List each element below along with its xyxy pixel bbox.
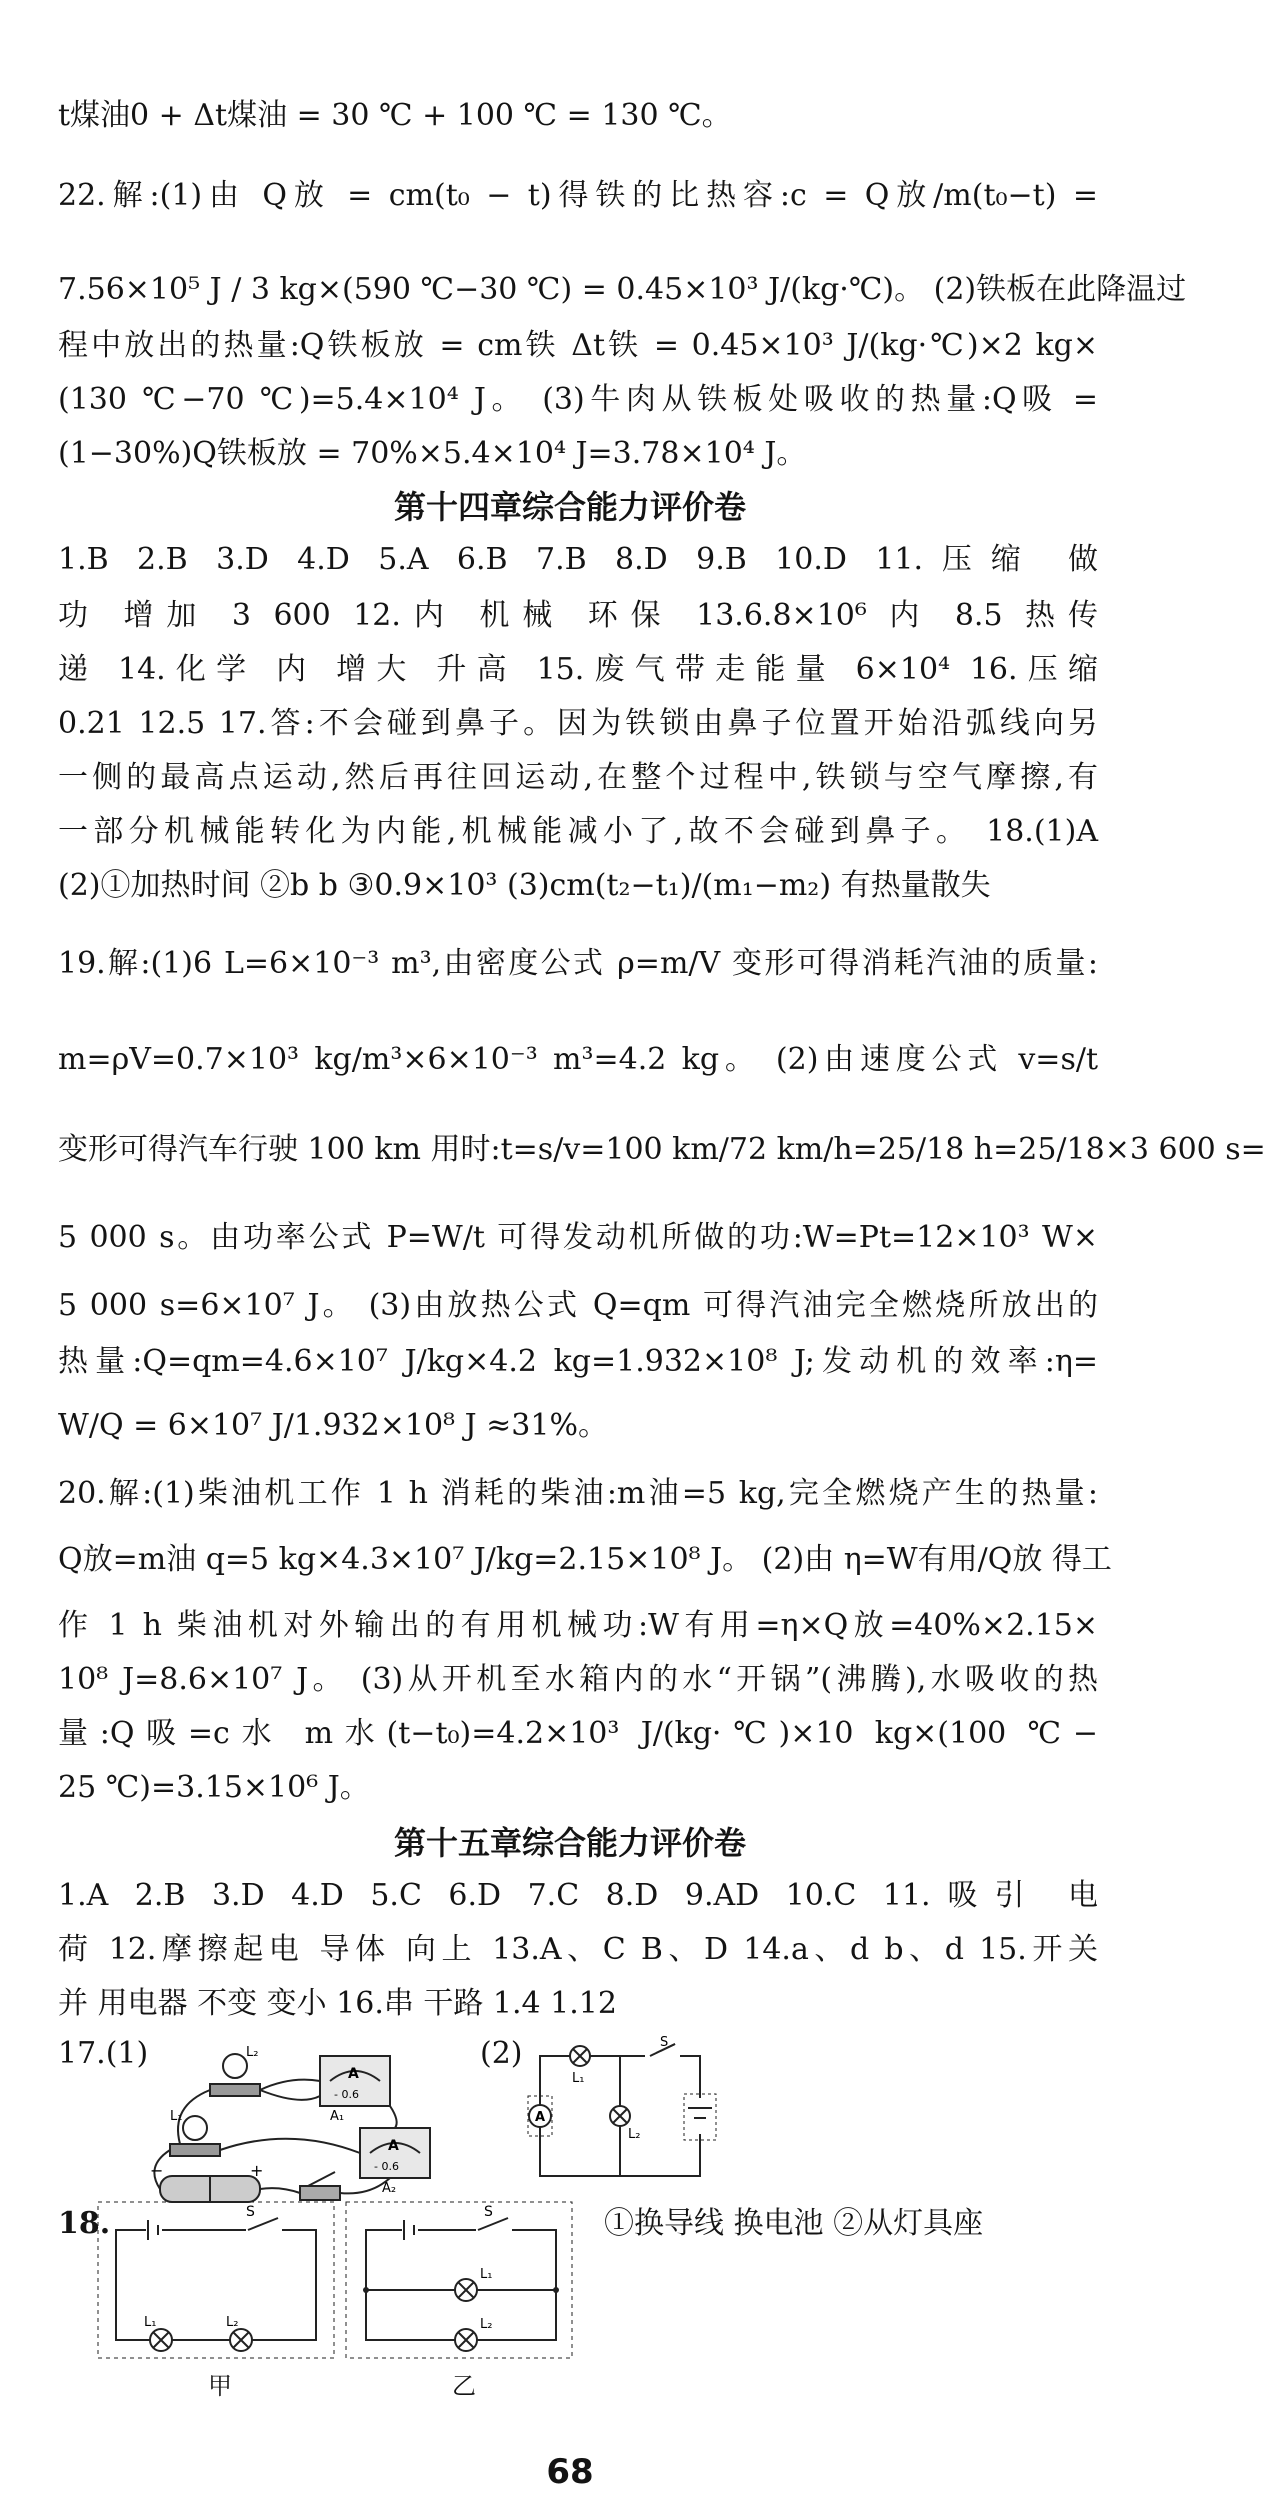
text-line: 19.解:(1)6 L=6×10⁻³ m³,由密度公式 ρ=m/V 变形可得消耗汽油的质量: <box>58 946 1098 981</box>
text-line: 荷 12.摩擦起电 导体 向上 13.A、C B、D 14.a、d b、d 15.开关 <box>58 1932 1098 1967</box>
text-line: 作 1 h 柴油机对外输出的有用机械功:W有用=η×Q放=40%×2.15× <box>58 1608 1098 1643</box>
text-line: 1.B 2.B 3.D 4.D 5.A 6.B 7.B 8.D 9.B 10.D 11.压缩 做 <box>58 542 1098 577</box>
diagram-label: L₁ <box>572 2071 585 2086</box>
text-line: 一部分机械能转化为内能,机械能减小了,故不会碰到鼻子。 18.(1)A <box>58 814 1098 849</box>
diagram-label: S <box>660 2035 669 2050</box>
diagram-caption-jia: 甲 <box>208 2372 232 2400</box>
bulb-icon <box>183 2116 207 2140</box>
text-line: (1−30%)Q铁板放 = 70%×5.4×10⁴ J=3.78×10⁴ J。 <box>58 436 807 471</box>
text-line: 5 000 s=6×10⁷ J。 (3)由放热公式 Q=qm 可得汽油完全燃烧所放出的 <box>58 1288 1098 1323</box>
diagram-label: A <box>535 2110 546 2125</box>
text-line: 热量:Q=qm=4.6×10⁷ J/kg×4.2 kg=1.932×10⁸ J;发动机的效率:η= <box>58 1344 1098 1379</box>
bulb-icon <box>223 2054 247 2078</box>
text-line: 25 ℃)=3.15×10⁶ J。 <box>58 1770 370 1805</box>
text-line: W/Q = 6×10⁷ J/1.932×10⁸ J ≈31%。 <box>58 1408 608 1443</box>
text-line: t煤油0 + Δt煤油 = 30 ℃ + 100 ℃ = 130 ℃。 <box>58 98 732 133</box>
diagram-label: L₁ <box>480 2267 493 2282</box>
switch-icon <box>300 2186 340 2200</box>
text-line: 5 000 s。由功率公式 P=W/t 可得发动机所做的功:W=Pt=12×10³ W× <box>58 1220 1098 1255</box>
lamp-base <box>210 2084 260 2096</box>
text-line: 一侧的最高点运动,然后再往回运动,在整个过程中,铁锁与空气摩擦,有 <box>58 760 1098 795</box>
text-line: 10⁸ J=8.6×10⁷ J。 (3)从开机至水箱内的水“开锅”(沸腾),水吸收的热 <box>58 1662 1098 1697</box>
diagram-label: - 0.6 <box>374 2160 399 2173</box>
text-line: (130 ℃−70 ℃)=5.4×10⁴ J。 (3)牛肉从铁板处吸收的热量:Q吸 = <box>58 382 1098 417</box>
diagram-caption-yi: 乙 <box>452 2372 476 2400</box>
chapter-14-heading: 第十四章综合能力评价卷 <box>393 488 746 526</box>
text-line: 程中放出的热量:Q铁板放 = cm铁 Δt铁 = 0.45×10³ J/(kg·℃)×2 kg× <box>58 328 1098 363</box>
text-line: 1.A 2.B 3.D 4.D 5.C 6.D 7.C 8.D 9.AD 10.C 11.吸引 电 <box>58 1878 1098 1913</box>
diagram-label: L₁ <box>170 2109 183 2124</box>
diagram-label: L₂ <box>226 2315 239 2330</box>
diagram-label: A₂ <box>382 2181 397 2196</box>
q17-circuit-schematic <box>520 2036 720 2186</box>
text-line: 量:Q吸=c水 m水(t−t₀)=4.2×10³ J/(kg·℃)×10 kg×(100 ℃− <box>58 1716 1098 1751</box>
q17-label: 17.(1) <box>58 2036 149 2071</box>
text-line: m=ρV=0.7×10³ kg/m³×6×10⁻³ m³=4.2 kg。 (2)由速度公式 v=s/t <box>58 1042 1098 1077</box>
text-line: 0.21 12.5 17.答:不会碰到鼻子。因为铁锁由鼻子位置开始沿弧线向另 <box>58 706 1098 741</box>
page-number: 68 <box>546 2452 594 2492</box>
diagram-label: - 0.6 <box>334 2088 359 2101</box>
chapter-15-heading: 第十五章综合能力评价卷 <box>393 1824 746 1862</box>
diagram-label: L₁ <box>144 2315 157 2330</box>
diagram-label: A <box>348 2066 359 2082</box>
diagram-label: S <box>484 2204 493 2220</box>
text-line: (2)①加热时间 ②b b ③0.9×10³ (3)cm(t₂−t₁)/(m₁−m₂) 有热量散失 <box>58 868 991 903</box>
diagram-label: L₂ <box>246 2045 259 2060</box>
text-line: 递 14.化学 内 增大 升高 15.废气带走能量 6×10⁴ 16.压缩 <box>58 652 1098 687</box>
diagram-label: A₁ <box>330 2109 345 2124</box>
text-line: 7.56×10⁵ J / 3 kg×(590 ℃−30 ℃) = 0.45×10³ J/(kg·℃)。 (2)铁板在此降温过 <box>58 272 1187 307</box>
diagram-label: − <box>150 2161 164 2180</box>
text-line: 并 用电器 不变 变小 16.串 干路 1.4 1.12 <box>58 1986 617 2021</box>
diagram-label: + <box>250 2161 264 2180</box>
q17-part2-label: (2) <box>480 2036 523 2071</box>
text-line: 20.解:(1)柴油机工作 1 h 消耗的柴油:m油=5 kg,完全燃烧产生的热量: <box>58 1476 1098 1511</box>
text-line: 变形可得汽车行驶 100 km 用时:t=s/v=100 km/72 km/h=25/18 h=25/18×3 600 s= <box>58 1132 1266 1167</box>
diagram-label: L₂ <box>628 2127 641 2142</box>
q17-physical-circuit-drawing <box>150 2036 450 2216</box>
diagram-label: S <box>246 2204 255 2220</box>
diagram-label: A <box>388 2138 399 2154</box>
text-line: 22.解:(1)由 Q放 = cm(t₀ − t)得铁的比热容:c = Q放/m(t₀−t) = <box>58 178 1098 213</box>
text-line: Q放=m油 q=5 kg×4.3×10⁷ J/kg=2.15×10⁸ J。 (2)由 η=W有用/Q放 得工 <box>58 1542 1112 1577</box>
lamp-base <box>170 2144 220 2156</box>
q18-label: 18. <box>58 2206 111 2241</box>
text-line: 功 增加 3 600 12.内 机械 环保 13.6.8×10⁶ 内 8.5 热传 <box>58 598 1098 633</box>
q18-answer-text: ①换导线 换电池 ②从灯具座 <box>604 2206 984 2241</box>
diagram-label: L₂ <box>480 2317 493 2332</box>
q18-circuit-diagrams <box>96 2200 576 2360</box>
